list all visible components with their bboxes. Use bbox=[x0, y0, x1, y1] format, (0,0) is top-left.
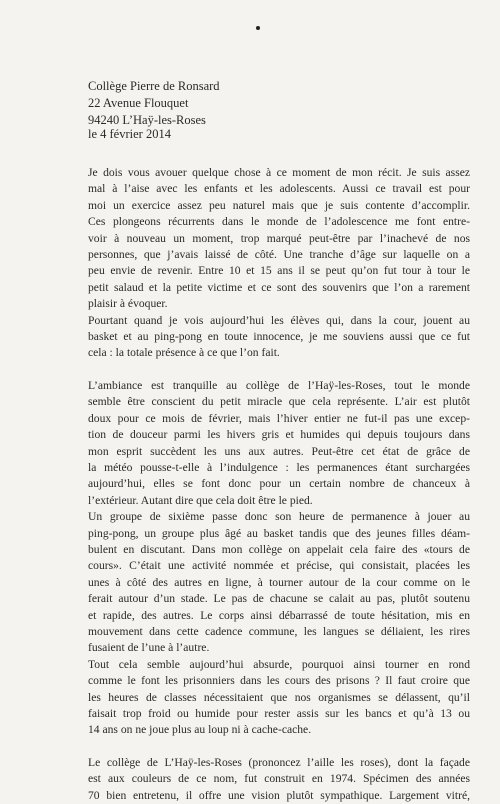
text-line: 14 ans on ne joue plus au loup ni à cache-cache. bbox=[88, 723, 312, 737]
text-line: Un groupe de sixième passe donc son heure de permanence à jouer au bbox=[88, 510, 470, 524]
paragraph-gap bbox=[88, 739, 470, 755]
text-line: mon esprit succèdent les uns aux autres. Peut-être cet état de grâce de bbox=[88, 444, 470, 458]
text-line: 70 bien entretenu, il offre une vision plutôt sympathique. Largement vitré, bbox=[88, 788, 470, 802]
text-line: mouvement dans cette cadence commune, les langues se déliaient, les rires bbox=[88, 624, 470, 638]
recipient-address bbox=[88, 78, 220, 129]
text-line: l’extérieur. Autant dire que cela doit être le pied. bbox=[88, 493, 313, 507]
text-line: ping-pong, un groupe plus âgé au basket tandis que des jeunes filles déam- bbox=[88, 526, 470, 540]
text-line: est aux couleurs de ce nom, fut construit en 1974. Spécimen des années bbox=[88, 772, 470, 786]
text-line: faisait trop froid ou humide pour rester assis sur les bancs et qu’à 13 ou bbox=[88, 707, 470, 720]
text-line: voir à nouveau un moment, trop marqué peut-être par l’inachevé de nos bbox=[88, 231, 470, 245]
text-line: fusaient de l’une à l’autre. bbox=[88, 641, 210, 655]
address-line-3: 94240 L’Haÿ-les-Roses bbox=[88, 113, 206, 127]
text-line: ferait autour d’un stade. Le pas de chacune se calait au pas, plutôt soutenu bbox=[88, 592, 470, 606]
address-line-1: Collège Pierre de Ronsard bbox=[88, 79, 220, 93]
address-line-2: 22 Avenue Flouquet bbox=[88, 96, 189, 110]
text-line: personnes, que j’avais laissé de côté. Une tranche d’âge sur laquelle on a bbox=[88, 248, 470, 262]
paragraph bbox=[88, 755, 470, 804]
text-line: doux pour ce mois de février, mais l’hiver entier ne fut-il pas une excep- bbox=[88, 411, 470, 425]
text-line: Le collège de L’Haÿ-les-Roses (prononcez l’aille les roses), dont la façade bbox=[88, 755, 470, 769]
text-line: aujourd’hui, elles se font donc pour un certain nombre de chanceux à bbox=[88, 477, 470, 491]
punch-dot bbox=[256, 26, 260, 30]
paragraph bbox=[88, 165, 470, 362]
paragraph bbox=[88, 378, 470, 739]
text-line: cours». C’était une activité nommée et précise, qui consistait, placées les bbox=[88, 559, 470, 573]
letter-body bbox=[88, 165, 470, 804]
text-line: Pourtant quand je vois aujourd’hui les élèves qui, dans la cour, jouent au bbox=[88, 313, 470, 327]
text-line: peu envie de revenir. Entre 10 et 15 ans il se peut qu’on fut tour à tour le bbox=[88, 264, 470, 278]
text-line: basket et au ping-pong en toute innocence, je me souviens aussi que ce fut bbox=[88, 330, 470, 344]
text-line: et rapide, des autres. Le corps ainsi débarrassé de toute hésitation, mis en bbox=[88, 608, 470, 622]
text-line: les heures de classes nécessitaient que nos organismes se délassent, qu’il bbox=[88, 690, 470, 704]
text-line: Je dois vous avouer quelque chose à ce moment de mon récit. Je suis assez bbox=[88, 166, 470, 179]
text-line: moi un exercice assez peu naturel mais que je suis contente d’accomplir. bbox=[88, 198, 470, 212]
text-line: la météo pousse-t-elle à l’indulgence : les permanences étant surchargées bbox=[88, 460, 470, 474]
text-line: tion de douceur parmi les hivers gris et humides qui depuis toujours dans bbox=[88, 428, 470, 442]
text-line: semble être conscient du petit miracle que cela représente. L’air est plutôt bbox=[88, 395, 470, 409]
text-line: Tout cela semble aujourd’hui absurde, pourquoi ainsi tourner en rond bbox=[88, 657, 470, 671]
text-line: bulent en discutant. Dans mon collège on appelait cela faire des «tours de bbox=[88, 542, 470, 556]
text-line: cela : la totale présence à ce que l’on fait. bbox=[88, 346, 280, 360]
paragraph-gap bbox=[88, 362, 470, 378]
text-line: L’ambiance est tranquille au collège de l’Haÿ-les-Roses, tout le monde bbox=[88, 378, 470, 392]
text-line: plaisir à évoquer. bbox=[88, 297, 168, 311]
text-line: Ces plongeons récurrents dans le monde de l’adolescence me font entre- bbox=[88, 215, 470, 229]
text-line: petit salaud et la petite victime et ce sont des souvenirs que l’on a rarement bbox=[88, 280, 470, 294]
text-line: mal à l’aise avec les enfants et les adolescents. Aussi ce travail est pour bbox=[88, 182, 470, 196]
text-line: unes à côté des autres en ligne, à tourner autour de la cour comme on le bbox=[88, 575, 470, 589]
letter-date: le 4 février 2014 bbox=[88, 127, 171, 141]
text-line: comme le font les prisonniers dans les cours des prisons ? Il faut croire que bbox=[88, 674, 470, 688]
